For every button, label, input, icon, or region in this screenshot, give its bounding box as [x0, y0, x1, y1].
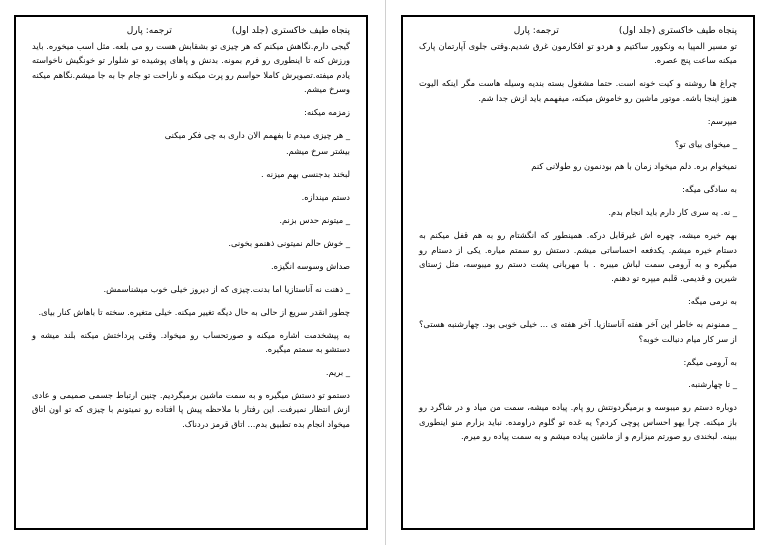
paragraph: بیشتر سرخ میشم.	[286, 146, 350, 157]
paragraph: _ میخوای بیای تو؟	[674, 138, 737, 149]
paragraph: گیجی دارم.نگاهش میکنم که هر چیزی تو بشقابش هست رو می بلعه. مثل اسب میخوره. باید ورزش کنه تا اینطوری رو فرم بمونه. بدنش و پاهای پوشیده تو شلوار تو خونگیش ناخواسته یادم میفته.تصویرش کاملا حواسم رو پرت میکنه و ناراحت تو جام جا به جا میشم.نگاهم میکنه وسرخ میشم.	[32, 41, 350, 95]
paragraph: به پیشخدمت اشاره میکنه و صورتحساب رو میخواد. وقتی پرداختش میکنه بلند میشه و دستشو به سمتم میگیره.	[32, 329, 350, 355]
paragraph: به آرومی میگم:	[683, 356, 737, 367]
paragraph: دستم میندازه.	[301, 192, 350, 203]
page-body	[403, 39, 753, 444]
right-page	[401, 15, 755, 530]
page-header	[403, 17, 753, 39]
paragraph: دستمو تو دستش میگیره و به سمت ماشین برمیگردیم. چنین ارتباط جسمی صمیمی و عادی ازش انتظار نمیرفت. این رفتار با ملاحظه پیش پا افتاده رو نمیتونم با چیزی که تو اون اتاق میخواد انجام بده تطبیق بدم... اتاق قرمز دردناک.	[32, 389, 350, 429]
page-header	[16, 17, 366, 39]
paragraph: _ بریم.	[325, 367, 350, 377]
paragraph: _ هر چیزی میدم تا بفهمم الان داری به چی فکر میکنی	[164, 130, 350, 141]
page-body	[16, 39, 366, 431]
paragraph: به نرمی میگه:	[687, 296, 737, 307]
paragraph: میپرسم:	[707, 115, 737, 126]
book-title: پنجاه طیف خاکستری (جلد اول)	[618, 26, 737, 36]
book-title: پنجاه طیف خاکستری (جلد اول)	[231, 26, 350, 36]
paragraph: _ میتونم حدس بزنم.	[279, 215, 350, 226]
translator-credit: ترجمه: پارل	[513, 26, 559, 36]
paragraph: لبخند بدجنسی بهم میزنه .	[261, 169, 350, 180]
paragraph: نمیخوام بره. دلم میخواد زمان با هم بودنمون رو طولانی کنم	[531, 161, 737, 172]
paragraph: بهم خیره میشه، چهره اش غیرقابل درکه. همینطور که انگشتام رو به هم قفل میکنم به دستام خیره میشم. یکدفعه احساساتی میشم. دستش رو سمتم میاره. یکی از دستام رو میگیره و به آرومی سمت لباش میبره . با مهربانی پشت دستم رو میبوسه، مثل ژستای شیرین و قدیمی. قلبم میپره تو دهنم.	[419, 230, 737, 284]
paragraph: _ ممنونم به خاطر این آخر هفته آناستازیا. آخر هفته ی ... خیلی خوبی بود. چهارشنبه هستی؟ از سر کار میام دنبالت خوبه؟	[419, 319, 737, 344]
left-page	[14, 15, 368, 530]
translator-credit: ترجمه: پارل	[126, 26, 172, 36]
paragraph: _ تا چهارشنبه.	[688, 379, 737, 390]
paragraph: تو مسیر المپیا به ونکوور ساکتیم و هردو تو افکارمون غرق شدیم.وقتی جلوی آپارتمان پارک میکنه ساعت پنج عصره.	[419, 41, 737, 66]
paragraph: دوباره دستم رو میبوسه و برمیگردونتش رو پام. پیاده میشه، سمت من میاد و در شاگرد رو باز میکنه. چرا یهو احساس پوچی کردم؟ یه غده تو گلوم دراومده. نباید بزارم منو اینطوری ببینه. لبخندی رو صورتم میزارم و از ماشین پیاده میشم و به سمت پیاده رو میرم.	[419, 402, 737, 442]
paragraph: _ ذهنت نه آناستازیا اما بدنت.چیزی که از دیروز خیلی خوب میشناسمش.	[103, 283, 350, 294]
paragraph: چطور انقدر سریع از حالی به حال دیگه تغییر میکنه. خیلی متغیره. سخته تا باهاش کنار بیای.	[38, 306, 350, 317]
paragraph: چراغ ها روشنه و کیت خونه است. حتما مشغول بسته بندیه وسیله هاست مگر اینکه الیوت هنوز اینجا باشه. موتور ماشین رو خاموش میکنه، میفهمم باید ازش جدا شم.	[419, 78, 737, 103]
paragraph: به سادگی میگه:	[682, 184, 737, 195]
page-divider	[385, 0, 386, 545]
paragraph: صداش وسوسه انگیزه.	[270, 260, 350, 271]
paragraph: زمزمه میکنه:	[304, 107, 350, 118]
paragraph: _ خوش حالم نمیتونی ذهنمو بخونی.	[228, 238, 350, 249]
paragraph: _ نه. یه سری کار دارم باید انجام بدم.	[608, 207, 737, 218]
